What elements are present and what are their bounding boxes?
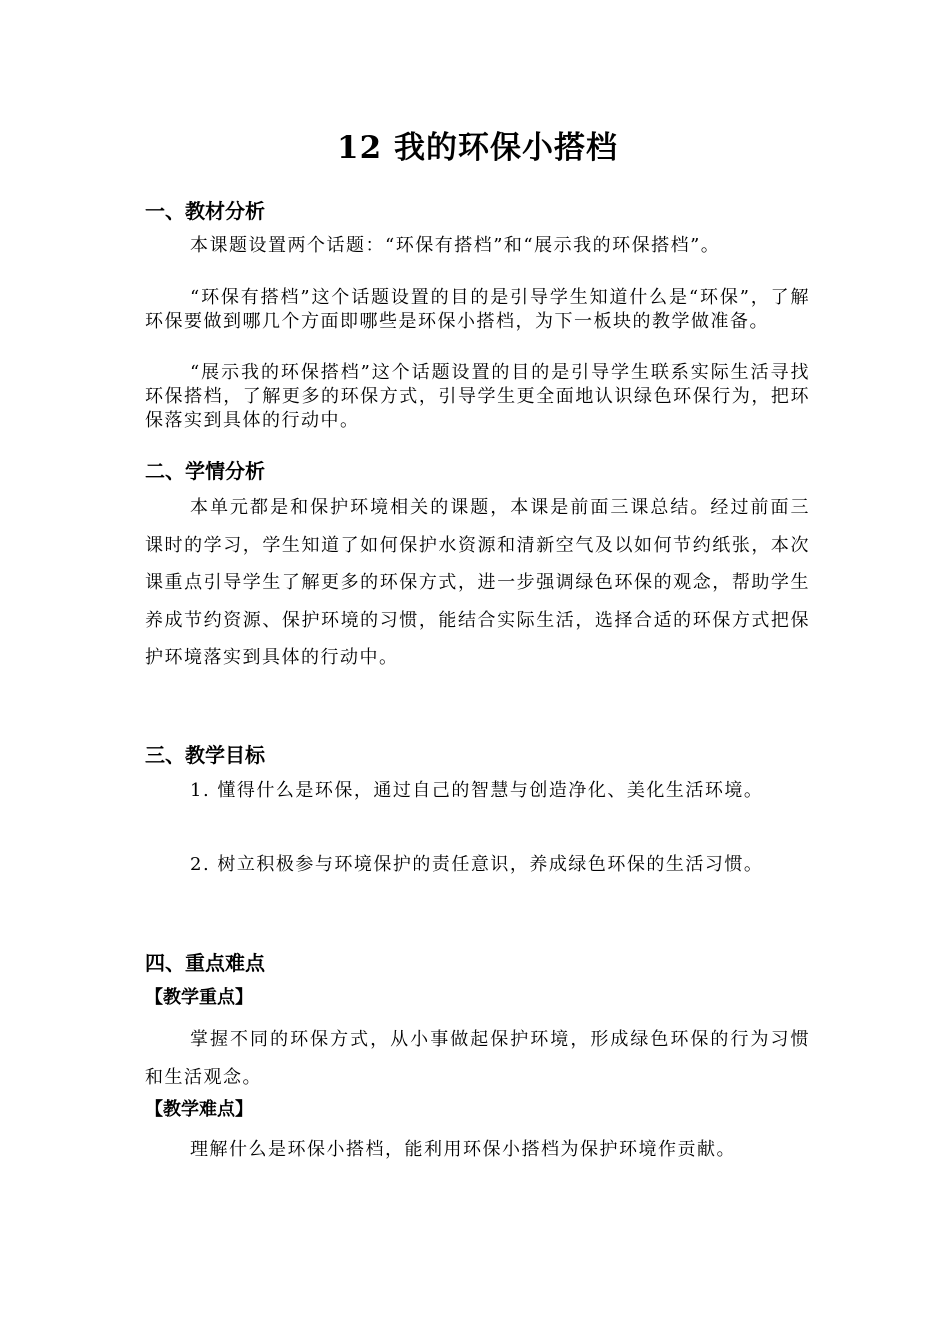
section-heading-key-points: 四、重点难点 [145, 951, 265, 975]
paragraph-topic-two-purpose: “展示我的环保搭档”这个话题设置的目的是引导学生联系实际生活寻找环保搭档，了解更多的环保方式，引导学生更全面地认识绿色环保行为，把环保落实到具体的行动中。 [145, 362, 810, 431]
paragraph-goal-two: 2. 树立积极参与环境保护的责任意识，养成绿色环保的生活习惯。 [190, 854, 764, 875]
paragraph-student-analysis: 本单元都是和保护环境相关的课题，本课是前面三课总结。经过前面三课时的学习，学生知道了如何保护水资源和清新空气及以如何节约纸张，本次课重点引导学生了解更多的环保方式，进一步强调绿色环保的观念，帮助学生养成节约资源、保护环境的习惯，能结合实际生活，选择合适的环保方式把保护环境落实到具体的行动中。 [145, 497, 810, 668]
paragraph-teaching-focus: 掌握不同的环保方式，从小事做起保护环境，形成绿色环保的行为习惯和生活观念。 [145, 1029, 810, 1088]
paragraph-goal-one: 1. 懂得什么是环保，通过自己的智慧与创造净化、美化生活环境。 [190, 780, 764, 801]
paragraph-topic-one-purpose: “环保有搭档”这个话题设置的目的是引导学生知道什么是“环保”，了解环保要做到哪几个方面即哪些是环保小搭档，为下一板块的教学做准备。 [145, 287, 810, 332]
subheading-teaching-difficulty: 【教学难点】 [145, 1099, 253, 1120]
paragraph-topics-overview: 本课题设置两个话题：“环保有搭档”和“展示我的环保搭档”。 [190, 235, 721, 256]
section-heading-teaching-goals: 三、教学目标 [145, 743, 265, 767]
section-heading-textbook-analysis: 一、教材分析 [145, 199, 265, 223]
document-title: 12 我的环保小搭档 [337, 130, 618, 166]
paragraph-teaching-difficulty: 理解什么是环保小搭档，能利用环保小搭档为保护环境作贡献。 [190, 1139, 736, 1160]
subheading-teaching-focus: 【教学重点】 [145, 987, 253, 1008]
section-heading-student-analysis: 二、学情分析 [145, 459, 265, 483]
